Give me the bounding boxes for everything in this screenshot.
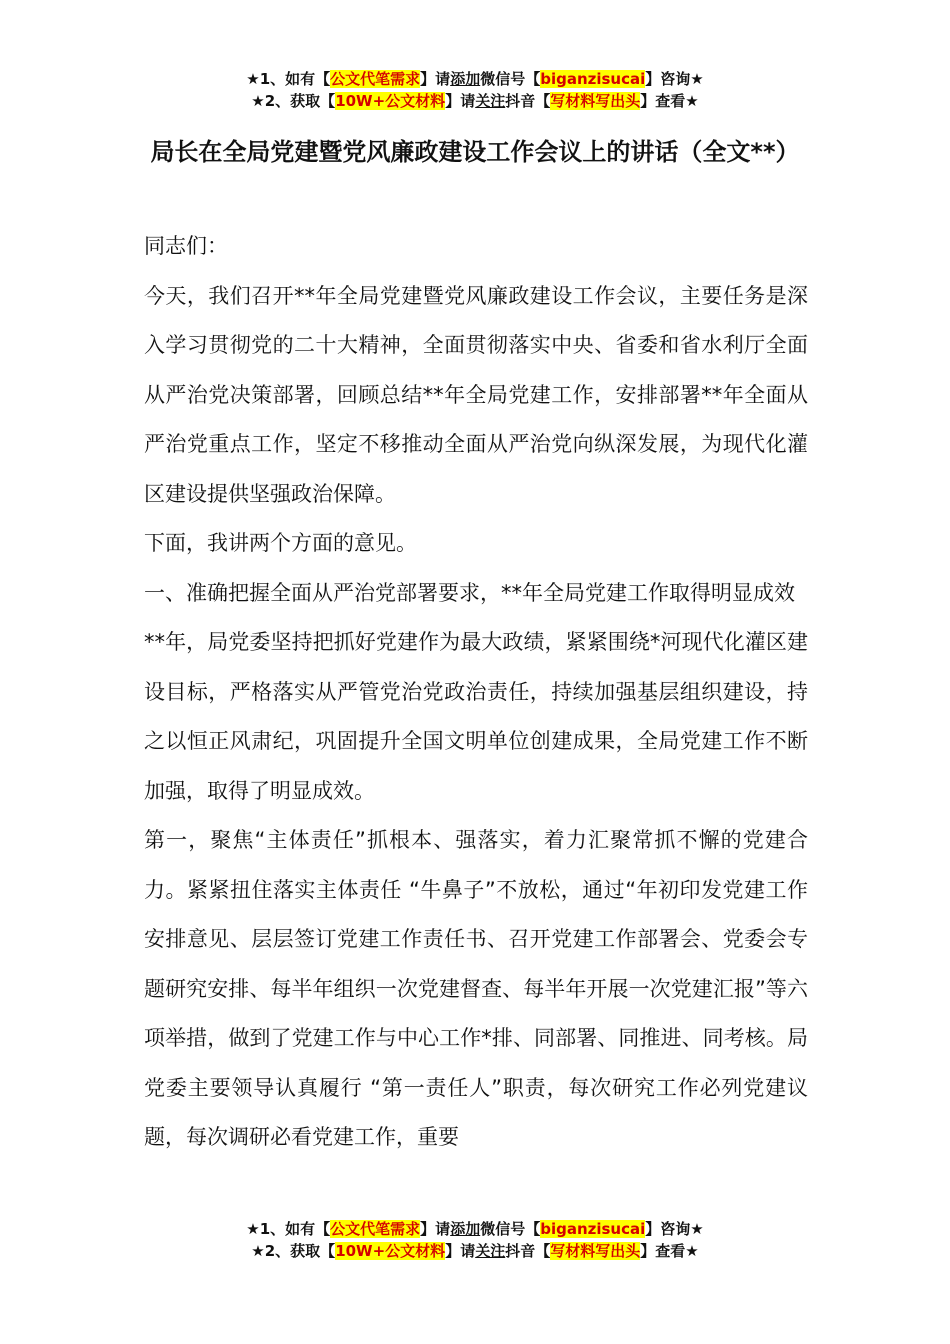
promo-header	[0, 68, 950, 112]
promo-line-2: ★2、获取【10W+公文材料】请关注抖音【写材料写出头】查看★	[251, 92, 699, 110]
salutation: 同志们：	[144, 234, 228, 258]
promo-highlight: 公文代笔需求	[330, 70, 421, 88]
promo-line-1: ★1、如有【公文代笔需求】请添加微信号【biganzisucai】咨询★	[246, 1220, 704, 1238]
body-paragraph: 第一，聚焦“主体责任”抓根本、强落实，着力汇聚常抓不懈的党建合力。紧紧扭住落实主体责任 “牛鼻子”不放松，通过“年初印发党建工作安排意见、层层签订党建工作责任书、召开党建工作部署会、党委会专题研究安排、每半年组织一次党建督查、每半年开展一次党建汇报”等六项举措，做到了党建工作与中心工作*排、同部署、同推进、同考核。局党委主要领导认真履行 “第一责任人”职责，每次研究工作必列党建议题，每次调研必看党建工作，重要	[144, 828, 808, 1149]
body-paragraph: 下面，我讲两个方面的意见。	[144, 531, 417, 555]
promo-highlight: 10W+公文材料	[335, 92, 446, 110]
promo-line-1: ★1、如有【公文代笔需求】请添加微信号【biganzisucai】咨询★	[246, 70, 704, 88]
wechat-id: biganzisucai	[540, 1220, 646, 1238]
document-body	[144, 222, 808, 1163]
promo-highlight: 10W+公文材料	[335, 1242, 446, 1260]
promo-line-2: ★2、获取【10W+公文材料】请关注抖音【写材料写出头】查看★	[251, 1242, 699, 1260]
promo-highlight: 公文代笔需求	[330, 1220, 421, 1238]
promo-footer	[0, 1218, 950, 1262]
body-paragraph: **年，局党委坚持把抓好党建作为最大政绩，紧紧围绕*河现代化灌区建设目标，严格落实从严管党治党政治责任，持续加强基层组织建设，持之以恒正风肃纪，巩固提升全国文明单位创建成果，全局党建工作不断加强，取得了明显成效。	[144, 630, 808, 803]
douyin-account: 写材料写出头	[550, 1242, 641, 1260]
wechat-id: biganzisucai	[540, 70, 646, 88]
body-paragraph: 今天，我们召开**年全局党建暨党风廉政建设工作会议，主要任务是深入学习贯彻党的二十大精神，全面贯彻落实中央、省委和省水利厅全面从严治党决策部署，回顾总结**年全局党建工作，安排部署**年全面从严治党重点工作，坚定不移推动全面从严治党向纵深发展，为现代化灌区建设提供坚强政治保障。	[144, 283, 808, 506]
document-title: 局长在全局党建暨党风廉政建设工作会议上的讲话（全文**）	[150, 138, 800, 166]
section-heading: 一、准确把握全面从严治党部署要求，**年全局党建工作取得明显成效	[144, 580, 795, 605]
douyin-account: 写材料写出头	[550, 92, 641, 110]
